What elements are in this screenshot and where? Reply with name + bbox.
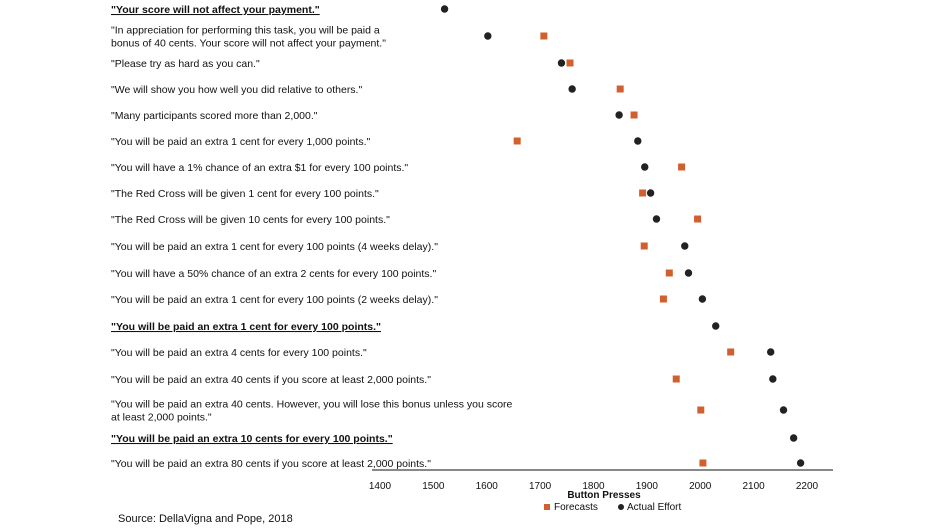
forecast-point <box>666 270 673 277</box>
category-label-line: at least 2,000 points." <box>111 411 212 424</box>
category-label-line: "You will be paid an extra 1 cent for every 100 points (2 weeks delay)." <box>111 294 438 306</box>
forecast-point <box>727 349 734 356</box>
forecast-point <box>660 296 667 303</box>
x-axis-title: Button Presses <box>567 490 641 501</box>
x-tick-label: 2200 <box>795 481 819 492</box>
forecast-point <box>678 164 685 171</box>
actual-effort-point <box>441 5 448 12</box>
actual-effort-point <box>699 295 706 302</box>
category-label-line: "Please try as hard as you can." <box>111 58 260 70</box>
actual-effort-point <box>568 85 575 92</box>
category-label-line: "The Red Cross will be given 10 cents for every 100 points." <box>111 214 390 226</box>
category-label <box>111 84 362 96</box>
category-label <box>111 162 408 174</box>
forecast-point <box>699 460 706 467</box>
forecast-point <box>514 138 521 145</box>
category-label-line: "You will be paid an extra 40 cents. However, you will lose this bonus unless you score <box>111 398 513 411</box>
x-tick-label: 1400 <box>368 481 392 492</box>
forecast-point <box>540 33 547 40</box>
actual-effort-point <box>681 242 688 249</box>
category-label-line: "You will be paid an extra 1 cent for every 1,000 points." <box>111 136 371 148</box>
category-label <box>111 136 370 148</box>
category-label <box>111 25 386 50</box>
actual-effort-point <box>634 137 641 144</box>
category-label-line: "You will be paid an extra 10 cents for every 100 points." <box>111 433 393 445</box>
category-label-line: bonus of 40 cents. Your score will not affect your payment." <box>111 37 386 50</box>
actual-effort-point <box>769 375 776 382</box>
legend-forecast-label: Forecasts <box>554 502 598 513</box>
legend-forecast-marker <box>544 504 550 510</box>
category-label-line: "You will have a 50% chance of an extra 2 cents for every 100 points." <box>111 268 437 280</box>
category-labels <box>111 4 513 470</box>
category-label <box>111 458 431 470</box>
source-note: Source: DellaVigna and Pope, 2018 <box>118 513 293 525</box>
category-label-line: "You will have a 1% chance of an extra $1 for every 100 points." <box>111 162 409 174</box>
category-label-line: "In appreciation for performing this task, you will be paid a <box>111 24 380 37</box>
x-tick-label: 1700 <box>529 481 552 492</box>
legend-actual-label: Actual Effort <box>627 502 682 513</box>
forecast-point <box>694 216 701 223</box>
legend-actual-marker <box>618 504 624 510</box>
category-label <box>111 433 393 445</box>
forecast-point <box>639 190 646 197</box>
category-label <box>111 110 318 122</box>
category-label-line: "You will be paid an extra 4 cents for every 100 points." <box>111 347 367 359</box>
forecast-point <box>641 243 648 250</box>
category-label <box>111 321 381 333</box>
forecast-point <box>697 407 704 414</box>
forecast-point <box>673 376 680 383</box>
actual-effort-point <box>653 215 660 222</box>
actual-effort-point <box>641 163 648 170</box>
category-label <box>111 399 513 424</box>
forecast-point <box>631 112 638 119</box>
category-label <box>111 374 431 386</box>
x-tick-label: 2100 <box>742 481 765 492</box>
category-label-line: "We will show you how well you did relative to others." <box>111 84 363 96</box>
x-tick-label: 2000 <box>689 481 712 492</box>
category-label-line: "You will be paid an extra 40 cents if you score at least 2,000 points." <box>111 374 431 386</box>
category-label <box>111 347 367 359</box>
actual-effort-point <box>685 269 692 276</box>
forecast-point <box>567 60 574 67</box>
x-tick-label: 1800 <box>582 481 605 492</box>
actual-effort-point <box>484 32 491 39</box>
category-label-line: "You will be paid an extra 80 cents if you score at least 2,000 points." <box>111 458 431 470</box>
actual-effort-point <box>712 322 719 329</box>
actual-effort-point <box>797 459 804 466</box>
category-label <box>111 294 438 306</box>
actual-effort-point <box>647 189 654 196</box>
category-label-line: "You will be paid an extra 1 cent for every 100 points (4 weeks delay)." <box>111 241 438 253</box>
category-label-line: "The Red Cross will be given 1 cent for every 100 points." <box>111 188 379 200</box>
actual-effort-point <box>615 111 622 118</box>
legend <box>544 502 682 513</box>
category-label <box>111 268 436 280</box>
actual-effort-point <box>558 59 565 66</box>
category-label <box>111 58 260 70</box>
data-points <box>441 5 804 466</box>
actual-effort-point <box>767 348 774 355</box>
category-label <box>111 214 390 226</box>
x-tick-label: 1500 <box>422 481 445 492</box>
x-tick-label: 1600 <box>475 481 498 492</box>
category-label <box>111 241 438 253</box>
category-label-line: "Many participants scored more than 2,000." <box>111 110 318 122</box>
x-tick-label: 1900 <box>635 481 658 492</box>
category-label-line: "Your score will not affect your payment." <box>111 4 320 16</box>
category-label-line: "You will be paid an extra 1 cent for every 100 points." <box>111 321 382 333</box>
x-axis <box>369 470 833 492</box>
actual-effort-point <box>780 406 787 413</box>
category-label <box>111 4 320 16</box>
actual-effort-point <box>790 434 797 441</box>
category-label <box>111 188 379 200</box>
forecast-point <box>617 86 624 93</box>
